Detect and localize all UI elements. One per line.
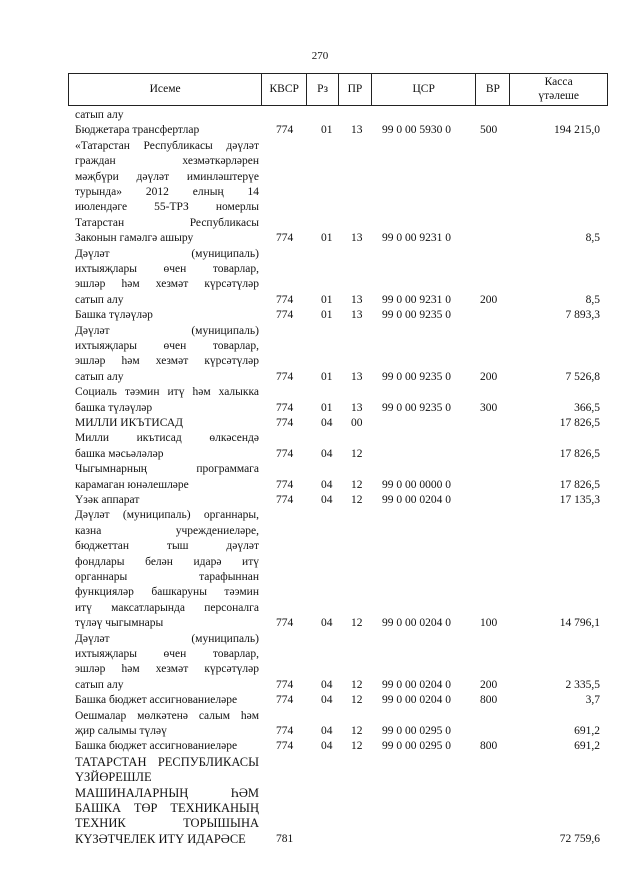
table-row — [75, 431, 605, 462]
row-name-line: Дәүләт (муниципаль) — [75, 324, 259, 337]
row-name — [75, 632, 259, 694]
row-name — [75, 308, 259, 323]
cell-pr: 13 — [351, 401, 363, 414]
cell-sum: 7 526,8 — [565, 370, 600, 383]
table-row — [75, 139, 605, 247]
row-name-line: Дәүләт (муниципаль) — [75, 247, 259, 260]
header-csr: ЦСР — [371, 74, 476, 105]
cell-kvsr: 774 — [276, 370, 294, 383]
cell-pr: 12 — [351, 447, 363, 460]
cell-rz: 01 — [321, 401, 333, 414]
row-name-line: органнары тарафыннан — [75, 571, 259, 584]
header-sum-line2: үтәлеше — [538, 89, 580, 102]
row-name-line: Дәүләт (муниципаль) — [75, 632, 259, 645]
cell-sum: 194 215,0 — [554, 124, 600, 137]
cell-pr: 13 — [351, 124, 363, 137]
row-name — [75, 108, 259, 123]
row-name-line: эшләр һәм хезмәт күрсәтүләр — [75, 663, 259, 676]
row-name-line: башка мәсьәләләр — [75, 447, 164, 460]
cell-rz: 01 — [321, 370, 333, 383]
row-name-line: җир салымы түләү — [75, 725, 167, 737]
row-name — [75, 247, 259, 309]
cell-pr: 12 — [351, 478, 363, 491]
cell-vr: 500 — [480, 124, 498, 137]
table-row — [75, 324, 605, 386]
cell-rz: 04 — [321, 494, 333, 506]
row-name-line: эшләр һәм хезмәт күрсәтүләр — [75, 278, 259, 291]
header-sum-line1: Касса — [544, 75, 573, 88]
row-name-line: ҮЗЙӨРЕШЛЕ — [75, 770, 152, 785]
cell-pr: 13 — [351, 293, 363, 306]
table-row — [75, 508, 605, 631]
row-name-line: МАШИНАЛАРНЫҢ ҺӘМ — [75, 785, 259, 800]
row-name-line: Дәүләт (муниципаль) органнары, — [75, 509, 259, 522]
row-name-line: башка түләүләр — [75, 401, 153, 414]
cell-sum: 17 826,5 — [559, 478, 600, 491]
cell-pr: 00 — [351, 417, 363, 429]
cell-pr: 13 — [351, 309, 363, 322]
cell-rz: 04 — [321, 678, 333, 691]
cell-pr: 13 — [351, 232, 363, 245]
cell-rz: 04 — [321, 694, 333, 707]
cell-csr: 99 0 00 9231 0 — [382, 293, 451, 306]
row-name-line: бюджеттан тыш дәүләт — [75, 540, 259, 553]
row-name-line: Үзәк аппарат — [75, 494, 140, 506]
header-name: Исеме — [149, 82, 181, 95]
row-name-line: эшләр һәм хезмәт күрсәтүләр — [75, 355, 259, 368]
cell-vr: 200 — [480, 293, 498, 306]
row-name-line: Бюджетара трансфертлар — [75, 124, 200, 137]
header-pr: ПР — [338, 74, 371, 105]
cell-sum: 17 135,3 — [559, 494, 600, 506]
cell-kvsr: 774 — [276, 232, 294, 245]
row-name — [75, 755, 259, 847]
table-row — [75, 739, 605, 754]
cell-pr: 12 — [351, 678, 363, 691]
row-name-line: казна учреждениеләре, — [75, 524, 259, 537]
cell-csr: 99 0 00 0295 0 — [382, 724, 451, 737]
table-row — [75, 493, 605, 508]
row-name-line: сатып алу — [75, 370, 124, 383]
row-name-line: фондлары белән идарә итү — [75, 555, 259, 568]
cell-pr: 12 — [351, 617, 363, 630]
row-name-line: карамаган юнәлешләре — [75, 478, 189, 491]
table-row — [75, 755, 605, 847]
row-name — [75, 493, 259, 508]
row-name-line: турында» 2012 елның 14 — [75, 186, 259, 199]
cell-sum: 14 796,1 — [559, 617, 600, 630]
cell-kvsr: 781 — [276, 832, 294, 845]
table-row — [75, 693, 605, 708]
table-row — [75, 108, 605, 123]
row-name-line: Татарстан Республикасы — [75, 216, 259, 229]
row-name — [75, 123, 259, 138]
cell-sum: 8,5 — [585, 232, 600, 245]
row-name-line: МИЛЛИ ИКЪТИСАД — [75, 417, 183, 429]
cell-pr: 12 — [351, 494, 363, 506]
table-row — [75, 632, 605, 694]
row-name — [75, 416, 259, 431]
cell-vr: 200 — [480, 678, 498, 691]
cell-kvsr: 774 — [276, 678, 294, 691]
row-name-line: сатып алу — [75, 678, 124, 691]
cell-csr: 99 0 00 0295 0 — [382, 740, 451, 753]
row-name — [75, 462, 259, 493]
row-name — [75, 139, 259, 247]
cell-kvsr: 774 — [276, 617, 294, 630]
row-name-line: граждан хезмәткәрләрен — [75, 155, 259, 168]
table-row — [75, 385, 605, 416]
table-row — [75, 416, 605, 431]
cell-pr: 12 — [351, 694, 363, 707]
cell-pr: 12 — [351, 740, 363, 753]
cell-rz: 04 — [321, 617, 333, 630]
cell-kvsr: 774 — [276, 417, 294, 429]
table-row — [75, 462, 605, 493]
cell-csr: 99 0 00 9231 0 — [382, 232, 451, 245]
cell-kvsr: 774 — [276, 740, 294, 753]
cell-rz: 04 — [321, 478, 333, 491]
cell-rz: 04 — [321, 724, 333, 737]
cell-csr: 99 0 00 5930 0 — [382, 124, 451, 137]
row-name-line: «Татарстан Республикасы дәүләт — [75, 139, 259, 152]
row-name — [75, 739, 259, 754]
cell-kvsr: 774 — [276, 724, 294, 737]
row-name-line: ТЕХНИК ТОРЫШЫНА — [75, 816, 259, 831]
cell-sum: 366,5 — [574, 401, 600, 414]
cell-rz: 04 — [321, 740, 333, 753]
cell-sum: 2 335,5 — [565, 678, 600, 691]
cell-rz: 04 — [321, 447, 333, 460]
row-name — [75, 709, 259, 740]
row-name — [75, 385, 259, 416]
cell-rz: 01 — [321, 293, 333, 306]
cell-sum: 691,2 — [574, 724, 600, 737]
row-name-line: Оешмалар мөлкәтенә салым һәм — [75, 709, 259, 722]
row-name-line: Башка түләүләр — [75, 309, 153, 322]
row-name-line: ихтыяҗлары өчен товарлар, — [75, 648, 259, 660]
cell-sum: 8,5 — [585, 293, 600, 306]
cell-rz: 01 — [321, 309, 333, 322]
row-name-line: Чыгымнарның программага — [75, 463, 259, 476]
table-header — [68, 73, 608, 106]
cell-csr: 99 0 00 9235 0 — [382, 401, 451, 414]
cell-kvsr: 774 — [276, 447, 294, 460]
row-name-line: функцияләр башкаруны тәэмин — [75, 586, 259, 599]
cell-kvsr: 774 — [276, 124, 294, 137]
cell-sum: 3,7 — [585, 694, 600, 707]
row-name-line: БАШКА ТӨР ТЕХНИКАНЫҢ — [75, 801, 259, 816]
table-row — [75, 123, 605, 138]
row-name-line: Башка бюджет ассигнованиеләре — [75, 694, 238, 707]
row-name-line: итү максатларында персоналга — [75, 601, 259, 614]
row-name-line: мәҗбүри дәүләт иминләштерүе — [75, 170, 259, 183]
cell-rz: 01 — [321, 232, 333, 245]
cell-sum: 72 759,6 — [559, 832, 600, 845]
table-row — [75, 247, 605, 309]
row-name — [75, 324, 259, 386]
cell-sum: 17 826,5 — [559, 447, 600, 460]
cell-vr: 300 — [480, 401, 498, 414]
page-number: 270 — [311, 50, 329, 62]
cell-sum: 691,2 — [574, 740, 600, 753]
cell-vr: 200 — [480, 370, 498, 383]
cell-csr: 99 0 00 0204 0 — [382, 617, 451, 630]
row-name-line: ТАТАРСТАН РЕСПУБЛИКАСЫ — [75, 754, 259, 769]
cell-vr: 800 — [480, 694, 498, 707]
cell-vr: 100 — [480, 617, 498, 630]
cell-kvsr: 774 — [276, 478, 294, 491]
row-name-line: түләү чыгымнары — [75, 617, 164, 630]
row-name-line: сатып алу — [75, 109, 124, 121]
row-name-line: ихтыяҗлары өчен товарлар, — [75, 340, 259, 352]
cell-vr: 800 — [480, 740, 498, 753]
header-vr: ВР — [475, 74, 509, 105]
row-name-line: июлендәге 55-ТРЗ номерлы — [75, 201, 259, 214]
header-kvsr: КВСР — [261, 74, 306, 105]
cell-kvsr: 774 — [276, 309, 294, 322]
cell-csr: 99 0 00 0204 0 — [382, 678, 451, 691]
row-name-line: сатып алу — [75, 293, 124, 306]
table-row — [75, 709, 605, 740]
cell-pr: 12 — [351, 724, 363, 737]
cell-pr: 13 — [351, 370, 363, 383]
cell-rz: 04 — [321, 417, 333, 429]
cell-kvsr: 774 — [276, 293, 294, 306]
cell-rz: 01 — [321, 124, 333, 137]
cell-sum: 17 826,5 — [559, 417, 600, 429]
cell-kvsr: 774 — [276, 401, 294, 414]
row-name-line: Социаль тәэмин итү һәм халыкка — [75, 386, 259, 399]
cell-csr: 99 0 00 9235 0 — [382, 309, 451, 322]
row-name — [75, 693, 259, 708]
cell-kvsr: 774 — [276, 694, 294, 707]
cell-csr: 99 0 00 0000 0 — [382, 478, 451, 491]
header-sum — [509, 74, 607, 105]
header-rz: Рз — [306, 74, 338, 105]
cell-sum: 7 893,3 — [565, 309, 600, 322]
cell-csr: 99 0 00 9235 0 — [382, 370, 451, 383]
table-row — [75, 308, 605, 323]
row-name-line: Законын гамәлгә ашыру — [75, 232, 194, 245]
row-name — [75, 508, 259, 631]
row-name-line: Милли икътисад өлкәсендә — [75, 432, 259, 445]
row-name-line: Башка бюджет ассигнованиеләре — [75, 740, 238, 753]
cell-csr: 99 0 00 0204 0 — [382, 494, 451, 506]
row-name-line: ихтыяҗлары өчен товарлар, — [75, 263, 259, 275]
row-name-line: КҮЗӘТЧЕЛЕК ИТҮ ИДАРӘСЕ — [75, 831, 246, 846]
cell-csr: 99 0 00 0204 0 — [382, 694, 451, 707]
row-name — [75, 431, 259, 462]
cell-kvsr: 774 — [276, 494, 294, 506]
